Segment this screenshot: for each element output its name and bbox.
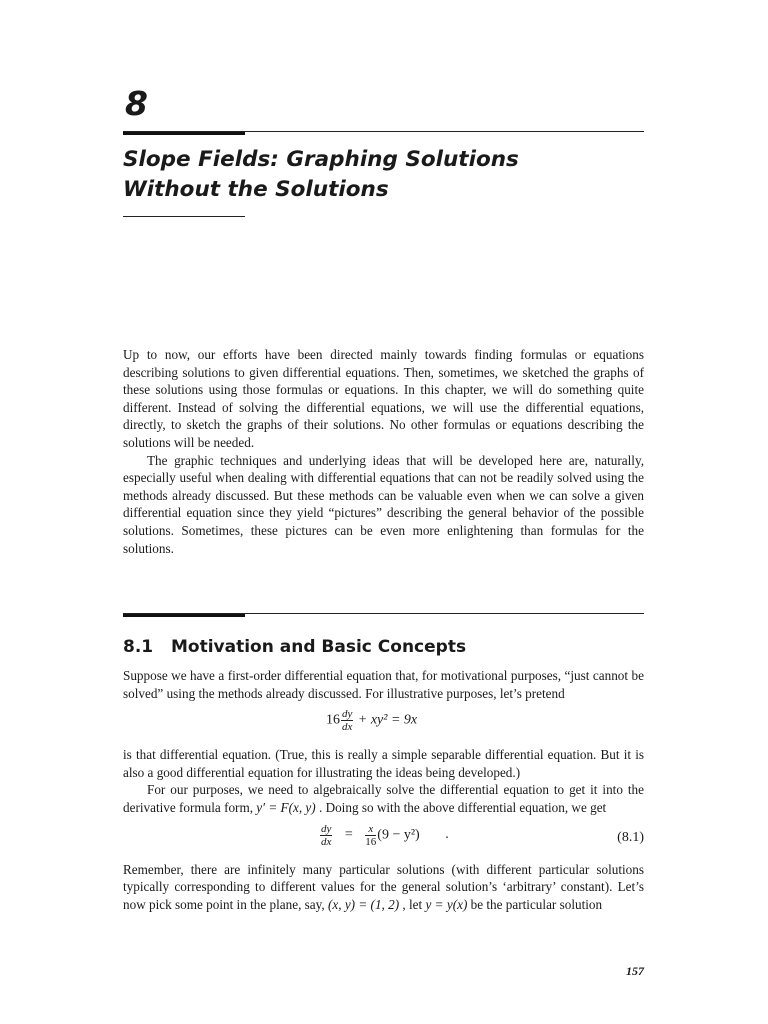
- chapter-number: 8: [125, 84, 148, 123]
- p4-text-a: Remember, there are infinitely many particular solutions (with different particular solutions typically corresponding to different values for the general solution’s ‘arbitrary’ constant). Let’s now pick some point in the plane, say,: [123, 861, 644, 912]
- p4-text-c: be the particular solution: [470, 896, 603, 912]
- chapter-title: [123, 145, 644, 205]
- chapter-title-line1: Slope Fields: Graphing Solutions: [123, 147, 519, 172]
- section-paragraph-1: Suppose we have a first-order differential equation that, for motivational purposes, “just cannot be solved” using the methods already discussed. For illustrative purposes, let’s pretend: [123, 668, 644, 701]
- eq2-rhs-rest: (9 − y²): [377, 827, 420, 843]
- p3-inline-math: y′ = F(x, y): [256, 799, 316, 815]
- eq2-rhs-fraction: [365, 823, 376, 848]
- p4-inline-math-1: (x, y) = (1, 2): [327, 896, 400, 912]
- section-thin-rule: [123, 613, 644, 614]
- section-heading: [123, 637, 466, 657]
- section-paragraph-4: [123, 861, 644, 914]
- section-number: 8.1: [123, 637, 154, 657]
- section-title: Motivation and Basic Concepts: [171, 637, 467, 657]
- section-paragraph-3: [123, 781, 644, 816]
- chapter-thin-rule: [123, 131, 644, 132]
- chapter-title-line2: Without the Solutions: [123, 177, 389, 202]
- equation-display-8-1: [123, 817, 644, 861]
- eq2-rhs-numerator: x: [365, 823, 376, 836]
- eq2-lhs-denominator: dx: [321, 835, 332, 848]
- eq1-rest: + xy² = 9x: [354, 712, 418, 728]
- chapter-intro: [123, 346, 644, 557]
- eq2-lhs-numerator: dy: [321, 822, 332, 835]
- eq1-fraction-numerator: dy: [342, 708, 353, 721]
- equation-tag: (8.1): [617, 829, 644, 845]
- page-number: 157: [626, 964, 644, 978]
- eq1-fraction: [341, 708, 353, 733]
- equation-display-1: [123, 702, 644, 746]
- eq2-lhs-fraction: [320, 823, 332, 848]
- p4-inline-math-2: y = y(x): [425, 896, 468, 912]
- section-paragraph-2: is that differential equation. (True, this is really a simple separable differential equation. But it is also a good differential equation for illustrating the ideas being developed.): [123, 747, 644, 780]
- p3-text-after: . Doing so with the above differential equation, we get: [318, 799, 607, 815]
- title-underline-rule: [123, 216, 245, 217]
- eq2-equals: =: [344, 827, 353, 843]
- eq1-coefficient: 16: [326, 712, 340, 728]
- eq2-period: .: [445, 827, 449, 843]
- p4-text-b: , let: [402, 896, 423, 912]
- eq2-rhs-denominator: 16: [365, 835, 377, 848]
- book-page: [123, 0, 644, 1024]
- p3-text-before: For our purposes, we need to algebraically solve the differential equation to get it into the derivative formula form,: [123, 782, 644, 815]
- section-body: [123, 667, 644, 913]
- intro-paragraph-1: Up to now, our efforts have been directed mainly towards finding formulas or equations describing solutions to given differential equations. Then, sometimes, we sketched the graphs of these solutions using those formulas or equations. In this chapter, we will do something quite different. Instead of solving the differential equations, we will use the differential equations, directly, to sketch the graphs of their solutions. No other formulas or equations describing the solutions will be needed.: [123, 347, 644, 450]
- intro-paragraph-2: The graphic techniques and underlying ideas that will be developed here are, naturally, especially useful when dealing with differential equations that can not be readily solved using the methods already discussed. But these methods can be valuable even when we can solve a given differential equation since they yield “pictures” describing the general behavior of the possible solutions. Sometimes, these pictures can be even more enlightening than formulas for the solutions.: [123, 452, 644, 556]
- eq1-fraction-denominator: dx: [342, 721, 353, 734]
